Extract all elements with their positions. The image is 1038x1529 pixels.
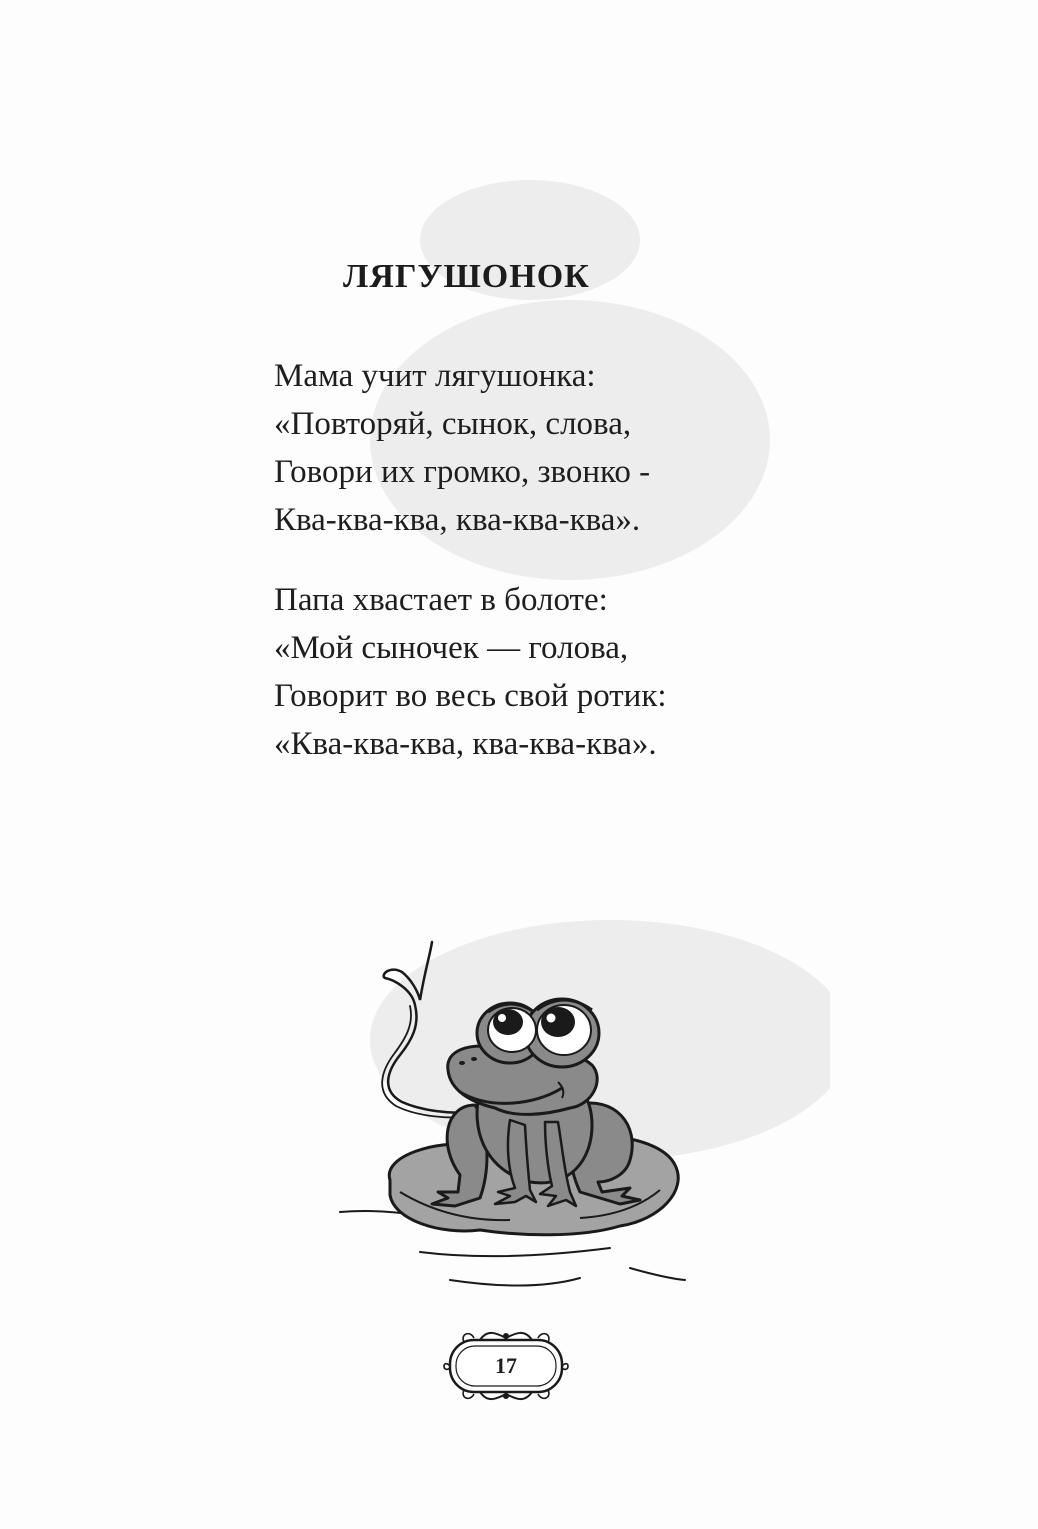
poem-line: «Мой сыночек — голова, xyxy=(274,630,629,666)
poem-line: Мама учит лягушонка: xyxy=(274,358,596,394)
poem-line: Говорит во весь свой ротик: xyxy=(274,678,667,714)
stanza-1 xyxy=(274,352,650,544)
page-number: 17 xyxy=(495,1353,517,1378)
poem-title: ЛЯГУШОНОК xyxy=(343,258,590,295)
poem-line: «Повторяй, сынок, слова, xyxy=(274,406,632,442)
poem-line: Папа хвастает в болоте: xyxy=(274,582,608,618)
stanza-2 xyxy=(274,576,667,768)
poem-line: Ква-ква-ква, ква-ква-ква». xyxy=(274,502,641,538)
poem-line: «Ква-ква-ква, ква-ква-ква». xyxy=(274,726,657,762)
frog-on-lily-pad-icon xyxy=(330,930,700,1310)
poem-line: Говори их громко, звонко - xyxy=(274,454,651,490)
